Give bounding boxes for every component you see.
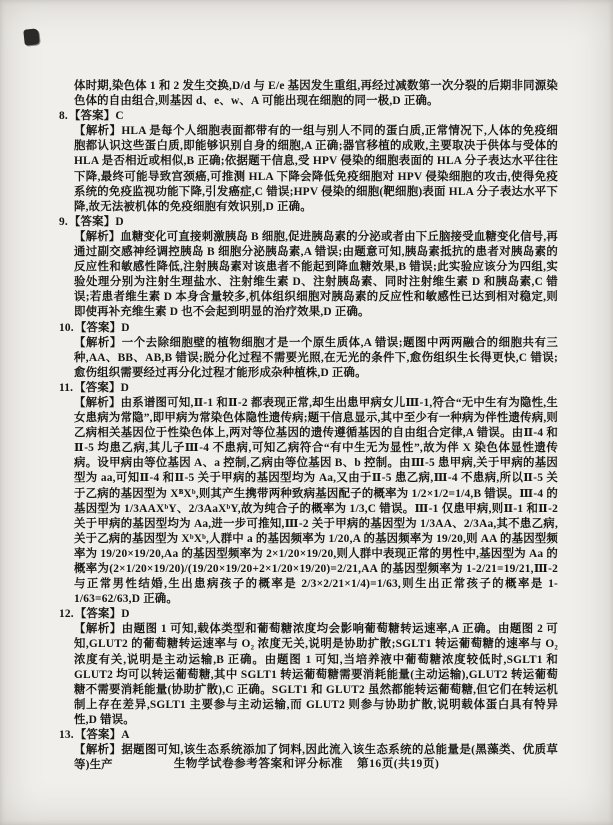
footer-page-number: 第16页(共19页) xyxy=(357,757,440,770)
answer-item xyxy=(59,321,558,381)
scan-artifact-mark xyxy=(23,28,40,45)
item-number: 13. xyxy=(59,729,74,742)
answer-key-content xyxy=(59,79,558,773)
item-answer-label: 【答案】C xyxy=(68,110,124,123)
footer-title: 生物学试卷参考答案和评分标准 xyxy=(173,757,344,770)
item-analysis-text: 【解析】HLA 是每个人细胞表面都带有的一组与别人不同的蛋白质,正常情况下,人体的免疫细胞都认识这些蛋白质,即能够识别自身的细胞,A 正确;器官移植的成败,主要取决于供体与受体的 HLA 是否相近或相似,B 正确;依据题干信息,受 HPV 侵染的细胞表面的 HLA 分子表达水平往往下降,最终可能导致宫颈癌,可推测 HLA 下降会降低免疫细胞对 HPV 侵染细胞的攻击,使得免疫系统的免疫监视功能下降,引发癌症,C 错误;HPV 侵染的细胞(靶细胞)表面 HLA 分子表达水平下降,故无法被机体的免疫细胞有效识别,D 正确。 xyxy=(74,125,558,213)
item-analysis-text: 【解析】一个去除细胞壁的植物细胞才是一个原生质体,A 错误;题图中两两融合的细胞共有三种,AA、BB、AB,B 错误;脱分化过程不需要光照,在无光的条件下,愈伤组织生长得更快,C 错误;愈伤组织需要经过再分化过程才能形成杂种植株,D 正确。 xyxy=(74,336,558,379)
carryover-paragraph: 体时期,染色体 1 和 2 发生交换,D/d 与 E/e 基因发生重组,再经过减数第一次分裂的后期非同源染色体的自由组合,则基因 d、e、w、A 可能出现在细胞的同一极,D 正确。 xyxy=(74,80,558,108)
answer-item xyxy=(59,215,558,321)
answer-items-list xyxy=(59,109,558,773)
item-number: 11. xyxy=(59,381,74,394)
item-number: 8. xyxy=(59,110,68,123)
item-analysis-text: 【解析】由系谱图可知,Ⅱ-1 和Ⅱ-2 都表现正常,却生出患甲病女儿Ⅲ-1,符合“无中生有为隐性,生女患病为常隐”,即甲病为常染色体隐性遗传病;题干信息显示,其中至少有一种病为伴性遗传病,则乙病相关基因位于性染色体上,两对等位基因的遗传遵循基因的自由组合定律,A 错误。由Ⅱ-4 和Ⅱ-5 均患乙病,其儿子Ⅲ-4 不患病,可知乙病符合“有中生无为显性”,故为伴 X 染色体显性遗传病。设甲病由等位基因 A、a 控制,乙病由等位基因 B、b 控制。由Ⅲ-5 患甲病,关于甲病的基因型为 aa,可知Ⅱ-4 和Ⅱ-5 关于甲病的基因型均为 Aa,又由于Ⅱ-5 患乙病,Ⅲ-4 不患病,所以Ⅱ-5 关于乙病的基因型为 XᴮXᵇ,则其产生携带两种致病基因配子的概率为 1/2×1/2=1/4,B 错误。Ⅲ-4 的基因型为 1/3AAXᵇY、2/3AaXᵇY,故为纯合子的概率为 1/3,C 错误。Ⅲ-1 仅患甲病,则Ⅱ-1 和Ⅱ-2 关于甲病的基因型均为 Aa,进一步可推知,Ⅲ-2 关于甲病的基因型为 1/3AA、2/3Aa,其不患乙病,关于乙病的基因型为 XᵇXᵇ,人群中 a 的基因频率为 1/20,A 的基因频率为 19/20,则 AA 的基因型频率为 19/20×19/20,Aa 的基因型频率为 2×1/20×19/20,则人群中表现正常的男性中,基因型为 Aa 的概率为(2×1/20×19/20)/(19/20×19/20+2×1/20×19/20)=2/21,AA 的基因型频率为 1-2/21=19/21,Ⅲ-2 与正常男性结婚,生出患病孩子的概率是 2/3×2/21×1/4)=1/63,则生出正常孩子的概率是 1-1/63=62/63,D 正确。 xyxy=(74,396,558,606)
item-answer-label: 【答案】D xyxy=(68,215,124,228)
item-number: 10. xyxy=(59,321,74,334)
item-analysis-text: 【解析】据题图可知,该生态系统添加了饲料,因此流入该生态系统的总能量是(黑藻类、优质草等)生产 xyxy=(74,744,558,772)
item-answer-label: 【答案】A xyxy=(74,729,130,742)
item-answer-label: 【答案】D xyxy=(74,608,130,621)
item-answer-label: 【答案】D xyxy=(74,321,130,334)
page-footer xyxy=(0,755,613,771)
item-analysis-text: 【解析】血糖变化可直接刺激胰岛 B 细胞,促进胰岛素的分泌或者由下丘脑接受血糖变化信号,再通过副交感神经调控胰岛 B 细胞分泌胰岛素,A 错误;由题意可知,胰岛素抵抗的患者对胰岛素的反应性和敏感性降低,注射胰岛素对该患者不能起到降血糖效果,B 错误;此实验应该分为四组,实验处理分别为注射生理盐水、注射维生素 D、注射胰岛素、同时注射维生素 D 和胰岛素,C 错误;若患者维生素 D 本身含量较多,机体组织细胞对胰岛素的反应性和敏感性已达到相对稳定,则即使再补充维生素 D 也不会起到明显的治疗效果,D 正确。 xyxy=(74,230,558,319)
answer-item xyxy=(59,109,558,215)
item-number: 12. xyxy=(59,608,74,621)
item-analysis-text: 【解析】由题图 1 可知,载体类型和葡萄糖浓度均会影响葡萄糖转运速率,A 正确。由题图 2 可知,GLUT2 的葡萄糖转运速率与 O₂ 浓度无关,说明是协助扩散;SGLT1 转运葡萄糖的速率与 O₂ 浓度有关,说明是主动运输,B 正确。由题图 1 可知,当培养液中葡萄糖浓度较低时,SGLT1 和 GLUT2 均可以转运葡萄糖,其中 SGLT1 转运葡萄糖需要消耗能量(主动运输),GLUT2 转运葡萄糖不需要消耗能量(协助扩散),C 正确。SGLT1 和 GLUT2 虽然都能转运葡萄糖,但它们在转运机制上存在差异,SGLT1 主要参与主动运输,而 GLUT2 则参与协助扩散,说明载体蛋白具有特异性,D 错误。 xyxy=(74,623,558,726)
answer-item xyxy=(59,381,558,607)
item-answer-label: 【答案】D xyxy=(74,381,130,394)
item-number: 9. xyxy=(59,215,68,228)
answer-item xyxy=(59,607,558,728)
